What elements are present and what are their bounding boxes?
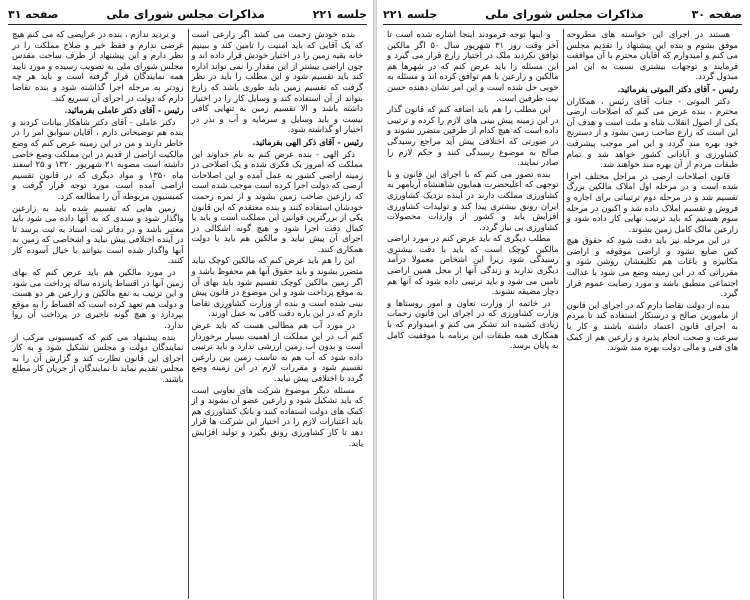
session-number: جلسه ۲۲۱ — [312, 7, 367, 21]
paragraph: بنده تصور می کنم که با اجرای این قانون و با توجهی که اعلیحضرت همایون شاهنشاه آریامهر به کشاورزی مملکت دارند در آینده نزدیک کشاورزی ایران رونق بیشتری پیدا کند و تولیدات کشاورزی افزایش یابد و کشور از واردات محصولات کشاورزی بی نیاز گردد. — [387, 168, 559, 232]
page-title: مذاکرات مجلس شورای ملی — [485, 7, 644, 21]
column-divider — [563, 29, 564, 599]
speaker-heading: رئیس - آقای ذکر الهی بفرمائید. — [252, 136, 363, 147]
paragraph: بنده خودش زحمت می کشد اگر زارعی است که یک آقایی که باید امنیت را تامین کند و ببینیم خانه بقیه زمین را در اختیار خودش قرار داده اند و چون اراضی بیشتر از این مقدار را نمی تواند اداره کند باید تقسیم شود و این مطلب را باید در نظر گرفت که تقسیم زمین باید طوری باشد که زارع بتواند از آن استفاده کند و وسایل کار را در اختیار داشته باشد و الا تقسیم زمین به تنهایی کافی نیست و باید وسایل و سرمایه و آب و بذر در اختیار او گذاشته شود. — [191, 29, 363, 135]
paragraph: این مطلب را هم باید اضافه کنم که قانون گذار در این زمینه پیش بینی های لازم را کرده و ترتیبی داده است که هیچ کدام از طرفین متضرر نشوند و در صورتی که اختلافی پیش آید مراجع رسیدگی صالح به موضوع رسیدگی کنند و حکم لازم را صادر نمایند. — [387, 104, 559, 168]
paragraph: و اینها توجه فرمودند اینجا اشاره شده است تا آخر وقت روز ۳۱ شهریور سال ۵۰ اگر مالکین توافق نکردند ملک در اختیار زارع قرار می گیرد و این مسئله را باید عرض کنم که در شهرها هم مالکین و زارعین با هم توافق کرده اند و مسئله به خوبی حل شده است و این امر نشان دهنده حسن نیت طرفین است. — [387, 29, 559, 103]
page-title: مذاکرات مجلس شورای ملی — [106, 7, 265, 21]
text-column-right — [188, 29, 368, 599]
paragraph: و تردید ندارم ، بنده در عرایضی که می کنم هیچ غرضی ندارم و فقط خیر و صلاح مملکت را در نظر دارم و این پیشنهاد از طرف ساحت مقدس مجلس شورای ملی به تصویب رسیده و مورد تایید همه نمایندگان قرار گرفته است و باید هر چه زودتر به مرحله اجرا گذاشته شود و بنده تقاضا دارم که دولت در اجرای آن تسریع کند. — [12, 29, 184, 103]
paragraph: بنده پیشنهاد می کنم که کمیسیونی مرکب از نمایندگان دولت و مجلس تشکیل شود و به کار اجرای این قانون نظارت کند و گزارش آن را به مجلس تقدیم نماید تا نمایندگان از جریان کار مطلع باشند. — [12, 331, 184, 384]
paragraph: بنده از دولت تقاضا دارم که در اجرای این قانون از مامورین صالح و درستکار استفاده کند تا مردم به اجرای قانون اعتماد داشته باشند و کار با سرعت و صحت انجام پذیرد و زارعین هم از کمک های فنی و مالی دولت بهره مند شوند. — [566, 299, 738, 353]
paragraph: هستند در اجرای این خواسته های مطروحه موفق بشوم و بنده این پیشنهاد را تقدیم مجلس می کنم و امیدوارم که آقایان محترم با آن موافقت فرمایند و توجهات بیشتری نسبت به این امر مبذول گردد. — [566, 29, 738, 82]
speaker-heading: رئیس - آقای دکتر عاملی بفرمائید. — [64, 105, 184, 116]
text-columns — [8, 29, 367, 599]
paragraph: دکتر عاملی - آقای دکتر شاهکار بیانات کردند و بنده هم توضیحاتی دارم ، آقایان سوابق امر را در خاطر دارند و من در این زمینه عرض کنم که وضع مالکیت اراضی از قدیم در این مملکت وضع خاصی داشته است مصوبه ۲۱ شهریور ۱۳۲۰ و ۲۵ اسفند ماه ۱۳۵۰ و مواد دیگری که در قانون تقسیم اراضی آمده است مورد توجه قرار گرفت و کمیسیون مربوطه آن را مطالعه کرد. — [12, 116, 184, 201]
paragraph: ذکر الهی - بنده عرض کنم به نام خداوند این مملکت که امروز یک فکری شده و یک اصلاحی در زمینه اراضی کشور به عمل آمده و این اصلاحات ارضی که دولت اجرا کرده است موجب شده است که زارعین صاحب زمین بشوند و از ثمره زحمت خودشان استفاده کنند و بنده معتقدم که این قانون یکی از بزرگترین قوانین این مملکت است و باید با کمال دقت اجرا شود و هیچ گونه اشکالی در اجرای آن پیش نیاید و مالکین هم باید با دولت همکاری کنند. — [191, 148, 363, 254]
paragraph: در این مرحله نیز باید دقت شود که حقوق هیچ کس ضایع نشود و اراضی موقوفه و اراضی مکانیزه و باغات هم تکلیفشان روشن شود و مقرراتی که در این زمینه وضع می شود با عدالت اجتماعی منطبق باشد و مورد رضایت عموم قرار گیرد. — [566, 235, 738, 299]
paragraph: در مورد آب هم مطالبی هست که باید عرض کنم آب در این مملکت از اهمیت بسیار برخوردار است و بدون آب زمین ارزشی ندارد و باید ترتیبی داده شود که آب هم به تناسب زمین بین زارعین تقسیم شود و مقررات لازم در این زمینه وضع گردد تا اختلافی پیش نیاید. — [191, 320, 363, 383]
paragraph: قانون اصلاحات ارضی در مراحل مختلف اجرا شده است و در مرحله اول املاک مالکین بزرگ تقسیم شد و در مرحله دوم ترتیباتی برای اجاره و فروش و تقسیم املاک داده شد و اکنون در مرحله سوم هستیم که باید ترتیب نهایی کار داده شود و زارعین مالک کامل زمین بشوند. — [566, 170, 738, 234]
text-column-right — [563, 29, 743, 599]
right-page — [377, 0, 750, 600]
page-number: صفحه ۳۰ — [691, 7, 742, 21]
paragraph: دکتر الموتی - جناب آقای رئیس ، همکاران محترم ، بنده عرض می کنم که اصلاحات ارضی یکی از اصول انقلاب شاه و ملت است و هدف آن این است که زارع صاحب زمین بشود و از دسترنج خود بهره مند گردد و این امر موجب پیشرفت کشاورزی و آبادانی کشور خواهد شد و تمام طبقات مردم از آن بهره مند خواهند شد. — [566, 95, 738, 170]
page-number: صفحه ۳۱ — [8, 7, 59, 21]
paragraph: مسئله دیگر موضوع شرکت های تعاونی است که باید تشکیل شود و زارعین عضو آن بشوند و از کمک های دولت استفاده کنند و بانک کشاورزی هم باید اعتبارات لازم را در اختیار این شرکت ها قرار دهد تا کار کشاورزی رونق بگیرد و تولید افزایش یابد. — [191, 384, 363, 448]
paragraph: در خاتمه از وزارت تعاون و امور روستاها و وزارت کشاورزی که در اجرای این قانون زحمات زیادی کشیده اند تشکر می کنم و امیدوارم که با همکاری همه طبقات این برنامه با موفقیت کامل به پایان برسد. — [387, 297, 559, 351]
text-column-left — [383, 29, 563, 599]
speaker-heading: رئیس - آقای دکتر الموتی بفرمائید. — [617, 83, 738, 94]
paragraph: زمین هایی که تقسیم شده باید به زارعین واگذار شود و سندی که به آنها داده می شود باید معتبر باشد و در دفاتر ثبت اسناد به ثبت برسد تا در آینده اختلافی پیش نیاید و اشخاصی که زمین به آنها واگذار شده است بتوانند با خیال آسوده کار کنند. — [12, 202, 184, 266]
paragraph: این را هم باید عرض کنم که مالکین کوچک نباید متضرر بشوند و باید حقوق آنها هم محفوظ باشد و اگر زمین مالکین کوچک تقسیم شود باید بهای آن به موقع پرداخت شود و این موضوع در قانون پیش بینی شده است و بنده از وزارت کشاورزی تقاضا دارم که در این باره دقت کافی به عمل آورند. — [191, 255, 363, 319]
paragraph: مطلب دیگری که باید عرض کنم در مورد اراضی مالکین کوچک است که باید با دقت بیشتری رسیدگی شود زیرا این اشخاص معمولا درآمد دیگری ندارند و زندگی آنها از محل همین اراضی تامین می شود و باید ترتیبی داده شود که آنها هم دچار مضیقه نشوند. — [387, 233, 559, 297]
text-columns — [383, 29, 742, 599]
page-header — [8, 4, 367, 25]
paragraph: در مورد مالکین هم باید عرض کنم که بهای زمین آنها در اقساط پانزده ساله پرداخت می شود و این ترتیب به نفع مالکین و زارعین هر دو هست و دولت هم تعهد کرده است که اقساط را به موقع بپردازد و هیچ گونه تاخیری در پرداخت آن روا ندارد. — [12, 267, 184, 331]
text-column-left — [8, 29, 188, 599]
page-header — [383, 4, 742, 25]
session-number: جلسه ۲۲۱ — [383, 7, 438, 21]
left-page — [0, 0, 373, 600]
column-divider — [188, 29, 189, 599]
